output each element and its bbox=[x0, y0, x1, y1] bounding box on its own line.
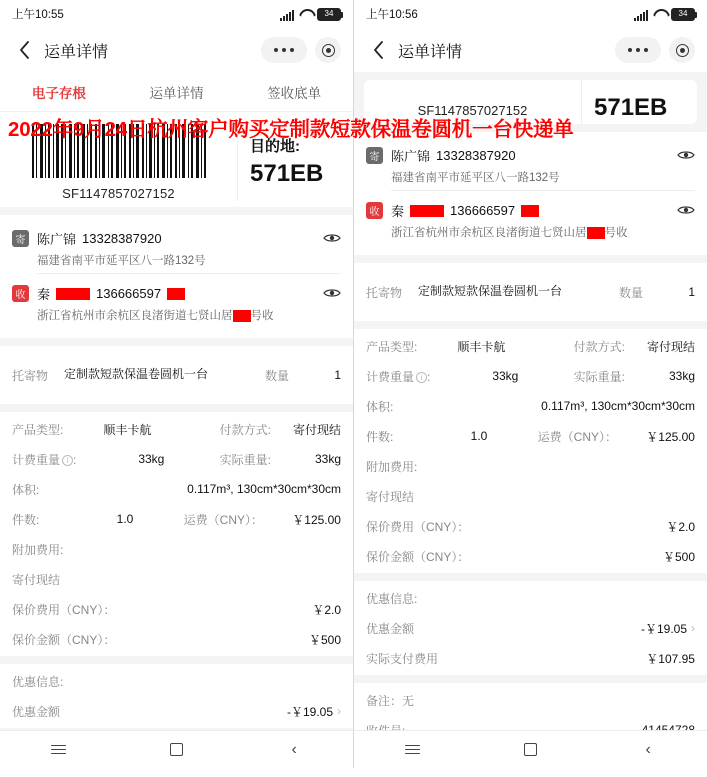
waybill-number: SF1147857027152 bbox=[62, 186, 175, 201]
product-type-label: 产品类型: bbox=[366, 339, 418, 354]
nav-actions bbox=[615, 37, 695, 63]
actual-paid-row bbox=[366, 643, 695, 673]
status-time: 上午10:56 bbox=[366, 9, 418, 21]
receiver-phone: 136666597 bbox=[450, 203, 516, 219]
insurance-fee-value: ￥2.0 bbox=[666, 519, 695, 534]
detail-row-insurance-fee bbox=[366, 511, 695, 541]
detail-row-payment-note bbox=[12, 564, 341, 594]
actual-paid-value: ￥107.95 bbox=[646, 651, 695, 666]
right-nav-bar bbox=[354, 28, 707, 72]
left-nav-bar bbox=[0, 28, 353, 72]
back-icon[interactable] bbox=[366, 38, 390, 62]
wifi-icon bbox=[653, 10, 666, 21]
address-section bbox=[0, 215, 353, 338]
tab-electronic-stub[interactable]: 电子存根 bbox=[31, 85, 86, 101]
pieces-value: 1.0 bbox=[470, 429, 488, 444]
signal-icon bbox=[634, 10, 648, 21]
insurance-amount-label: 保价金额（CNY）： bbox=[366, 549, 470, 564]
promo-title: 优惠信息: bbox=[12, 674, 64, 689]
signal-icon bbox=[280, 10, 294, 21]
battery-icon bbox=[671, 8, 695, 21]
back-icon[interactable] bbox=[12, 38, 36, 62]
redaction-bar bbox=[167, 288, 185, 300]
receiver-line1 bbox=[391, 201, 673, 220]
detail-section bbox=[354, 329, 707, 573]
promo-amount-value: -￥19.05 bbox=[286, 704, 333, 719]
actual-weight-label: 实际重量: bbox=[573, 369, 625, 384]
goods-row bbox=[366, 265, 695, 319]
battery-level: 34 bbox=[678, 9, 688, 18]
freight-value: ￥125.00 bbox=[646, 429, 695, 444]
detail-row-pieces bbox=[12, 504, 341, 534]
section-divider bbox=[354, 321, 707, 329]
redaction-bar bbox=[233, 310, 251, 322]
redaction-bar bbox=[587, 227, 605, 239]
status-icons bbox=[280, 8, 341, 21]
detail-row-insurance-fee bbox=[12, 594, 341, 624]
redaction-bar bbox=[410, 205, 444, 217]
sender-name: 陈广锦 bbox=[37, 232, 77, 247]
section-divider bbox=[0, 404, 353, 412]
charged-weight-value: 33kg bbox=[138, 452, 165, 467]
detail-row-volume bbox=[12, 474, 341, 504]
goods-label: 托寄物 bbox=[366, 285, 403, 300]
charged-weight-label: 计费重量 i : bbox=[12, 452, 77, 467]
sender-phone: 13328387920 bbox=[436, 148, 516, 163]
sender-name: 陈广锦 bbox=[391, 149, 431, 164]
actual-weight-value: 33kg bbox=[314, 452, 341, 467]
tab-bar bbox=[0, 72, 353, 112]
nav-actions bbox=[261, 37, 341, 63]
receiver-address-tail: 号收 bbox=[250, 310, 274, 323]
sender-body bbox=[29, 229, 341, 269]
more-options-icon[interactable] bbox=[615, 37, 661, 63]
payment-note-label: 寄付现结 bbox=[12, 572, 61, 587]
home-button[interactable] bbox=[159, 739, 193, 761]
goods-value: 定制款短款保温卷圆机一台 bbox=[64, 367, 209, 382]
detail-row-product-type bbox=[366, 331, 695, 361]
sender-address: 福建省南平市延平区八一路132号 bbox=[37, 255, 206, 267]
actual-paid-label: 实际支付费用 bbox=[366, 651, 439, 666]
eye-icon[interactable] bbox=[323, 286, 341, 298]
receiver-address-text: 浙江省杭州市余杭区良渚街道七贤山居 bbox=[391, 227, 587, 240]
insurance-amount-label: 保价金额（CNY）： bbox=[12, 632, 116, 647]
right-system-navbar bbox=[354, 730, 707, 768]
section-divider bbox=[0, 338, 353, 346]
eye-icon[interactable] bbox=[323, 231, 341, 243]
more-options-icon[interactable] bbox=[261, 37, 307, 63]
battery-icon bbox=[317, 8, 341, 21]
annotation-headline: 2022年9月24日杭州客户购买定制款短款保温卷圆机一台快递单 bbox=[8, 118, 574, 141]
receiver-address bbox=[37, 308, 319, 324]
quantity-value: 1 bbox=[334, 368, 341, 383]
detail-row-product-type bbox=[12, 414, 341, 444]
destination-code: 571EB bbox=[250, 160, 324, 188]
payment-method-label: 付款方式: bbox=[219, 422, 271, 437]
goods-label: 托寄物 bbox=[12, 368, 49, 383]
payment-method-value: 寄付现结 bbox=[646, 339, 695, 354]
product-type-value: 顺丰卡航 bbox=[457, 339, 506, 354]
status-icons bbox=[634, 8, 695, 21]
pieces-value: 1.0 bbox=[116, 512, 134, 527]
pieces-label: 件数: bbox=[366, 429, 394, 444]
detail-row-charged-weight bbox=[366, 361, 695, 391]
back-button[interactable]: ‹ bbox=[291, 740, 297, 758]
receiver-line1 bbox=[37, 284, 319, 303]
goods-section bbox=[354, 263, 707, 321]
receiver-address bbox=[391, 225, 673, 241]
promo-section bbox=[354, 581, 707, 675]
receiver-phone: 136666597 bbox=[96, 286, 162, 302]
sender-tag: 寄 bbox=[366, 147, 383, 164]
promo-title: 优惠信息: bbox=[366, 591, 418, 606]
back-button[interactable]: ‹ bbox=[645, 740, 651, 758]
payment-method-label: 付款方式: bbox=[573, 339, 625, 354]
detail-row-extra-fee bbox=[366, 451, 695, 481]
receiver-tag: 收 bbox=[12, 285, 29, 302]
redaction-bar bbox=[521, 205, 539, 217]
detail-row-insurance-amount bbox=[366, 541, 695, 571]
detail-section bbox=[0, 412, 353, 656]
pieces-label: 件数: bbox=[12, 512, 40, 527]
detail-row-charged-weight bbox=[12, 444, 341, 474]
insurance-amount-value: ￥500 bbox=[662, 549, 695, 564]
freight-label: 运费（CNY）： bbox=[183, 512, 263, 527]
page-title: 运单详情 bbox=[398, 43, 463, 61]
target-icon[interactable] bbox=[669, 37, 695, 63]
detail-row-extra-fee bbox=[12, 534, 341, 564]
charged-weight-label: 计费重量 i : bbox=[366, 369, 431, 384]
detail-row-payment-note bbox=[366, 481, 695, 511]
promo-section bbox=[0, 664, 353, 728]
sender-phone: 13328387920 bbox=[82, 231, 162, 246]
volume-value: 0.117m³, 130cm*30cm*30cm bbox=[187, 482, 341, 497]
waybill-number: SF1147857027152 bbox=[417, 103, 528, 118]
page-title: 运单详情 bbox=[44, 43, 109, 61]
info-icon[interactable]: i bbox=[62, 455, 73, 466]
freight-value: ￥125.00 bbox=[292, 512, 341, 527]
sender-body bbox=[383, 146, 695, 186]
section-divider bbox=[0, 207, 353, 215]
redaction-bar bbox=[56, 288, 90, 300]
eye-icon[interactable] bbox=[677, 203, 695, 215]
receiver-row bbox=[366, 191, 695, 245]
sender-line1 bbox=[37, 229, 319, 248]
tab-waybill-detail[interactable]: 运单详情 bbox=[149, 85, 204, 101]
receiver-name: 秦 bbox=[391, 204, 405, 220]
detail-row-insurance-amount bbox=[12, 624, 341, 654]
detail-row-volume bbox=[366, 391, 695, 421]
product-type-value: 顺丰卡航 bbox=[103, 422, 152, 437]
eye-icon[interactable] bbox=[677, 148, 695, 160]
section-divider bbox=[0, 656, 353, 664]
volume-label: 体积: bbox=[366, 399, 394, 414]
status-time: 上午10:55 bbox=[12, 9, 64, 21]
receiver-row bbox=[12, 274, 341, 328]
address-section bbox=[354, 132, 707, 255]
target-icon[interactable] bbox=[315, 37, 341, 63]
extra-fee-label: 附加费用: bbox=[366, 459, 418, 474]
receiver-address-tail: 号收 bbox=[604, 227, 628, 240]
insurance-fee-value: ￥2.0 bbox=[312, 602, 341, 617]
destination-code: 571EB bbox=[594, 94, 668, 121]
quantity-label: 数量 bbox=[619, 285, 644, 300]
receiver-address-text: 浙江省杭州市余杭区良渚街道七贤山居 bbox=[37, 310, 233, 323]
tab-signature-receipt[interactable]: 签收底单 bbox=[267, 85, 322, 101]
left-system-navbar bbox=[0, 730, 353, 768]
quantity-label: 数量 bbox=[265, 368, 290, 383]
right-status-bar bbox=[354, 0, 707, 28]
promo-title-row bbox=[12, 666, 341, 696]
left-status-bar bbox=[0, 0, 353, 28]
sender-tag: 寄 bbox=[12, 230, 29, 247]
destination-label: 目的地: bbox=[250, 137, 300, 155]
actual-weight-value: 33kg bbox=[668, 369, 695, 384]
section-divider bbox=[354, 255, 707, 263]
chevron-right-icon: › bbox=[691, 621, 695, 636]
chevron-right-icon: › bbox=[337, 704, 341, 719]
extra-fee-label: 附加费用: bbox=[12, 542, 64, 557]
insurance-amount-value: ￥500 bbox=[308, 632, 341, 647]
promo-amount-row[interactable] bbox=[366, 613, 695, 643]
receiver-body bbox=[29, 284, 341, 324]
freight-label: 运费（CNY）： bbox=[537, 429, 617, 444]
goods-section bbox=[0, 346, 353, 404]
section-divider bbox=[354, 675, 707, 683]
promo-amount-label: 优惠金额 bbox=[12, 704, 61, 719]
payment-method-value: 寄付现结 bbox=[292, 422, 341, 437]
detail-row-pieces bbox=[366, 421, 695, 451]
remark-row bbox=[366, 685, 695, 715]
promo-amount-value: -￥19.05 bbox=[640, 621, 687, 636]
insurance-fee-label: 保价费用（CNY）： bbox=[366, 519, 470, 534]
left-content bbox=[0, 72, 353, 730]
sender-row bbox=[366, 136, 695, 190]
volume-label: 体积: bbox=[12, 482, 40, 497]
receiver-name: 秦 bbox=[37, 287, 51, 303]
payment-note-label: 寄付现结 bbox=[366, 489, 415, 504]
goods-value: 定制款短款保温卷圆机一台 bbox=[418, 284, 563, 299]
battery-level: 34 bbox=[324, 9, 334, 18]
quantity-value: 1 bbox=[688, 285, 695, 300]
promo-amount-row[interactable] bbox=[12, 696, 341, 726]
volume-value: 0.117m³, 130cm*30cm*30cm bbox=[541, 399, 695, 414]
remark-label: 备注：无 bbox=[366, 693, 415, 708]
sender-address: 福建省南平市延平区八一路132号 bbox=[391, 172, 560, 184]
sender-row bbox=[12, 219, 341, 273]
receiver-body bbox=[383, 201, 695, 241]
right-content bbox=[354, 72, 707, 730]
section-divider bbox=[354, 573, 707, 581]
promo-title-row bbox=[366, 583, 695, 613]
insurance-fee-label: 保价费用（CNY）： bbox=[12, 602, 116, 617]
receiver-tag: 收 bbox=[366, 202, 383, 219]
actual-weight-label: 实际重量: bbox=[219, 452, 271, 467]
home-button[interactable] bbox=[513, 739, 547, 761]
recent-apps-button[interactable] bbox=[42, 739, 76, 761]
sender-line1 bbox=[391, 146, 673, 165]
product-type-label: 产品类型: bbox=[12, 422, 64, 437]
info-icon[interactable]: i bbox=[416, 372, 427, 383]
promo-amount-label: 优惠金额 bbox=[366, 621, 415, 636]
charged-weight-value: 33kg bbox=[492, 369, 519, 384]
wifi-icon bbox=[299, 10, 312, 21]
recent-apps-button[interactable] bbox=[396, 739, 430, 761]
goods-row bbox=[12, 348, 341, 402]
